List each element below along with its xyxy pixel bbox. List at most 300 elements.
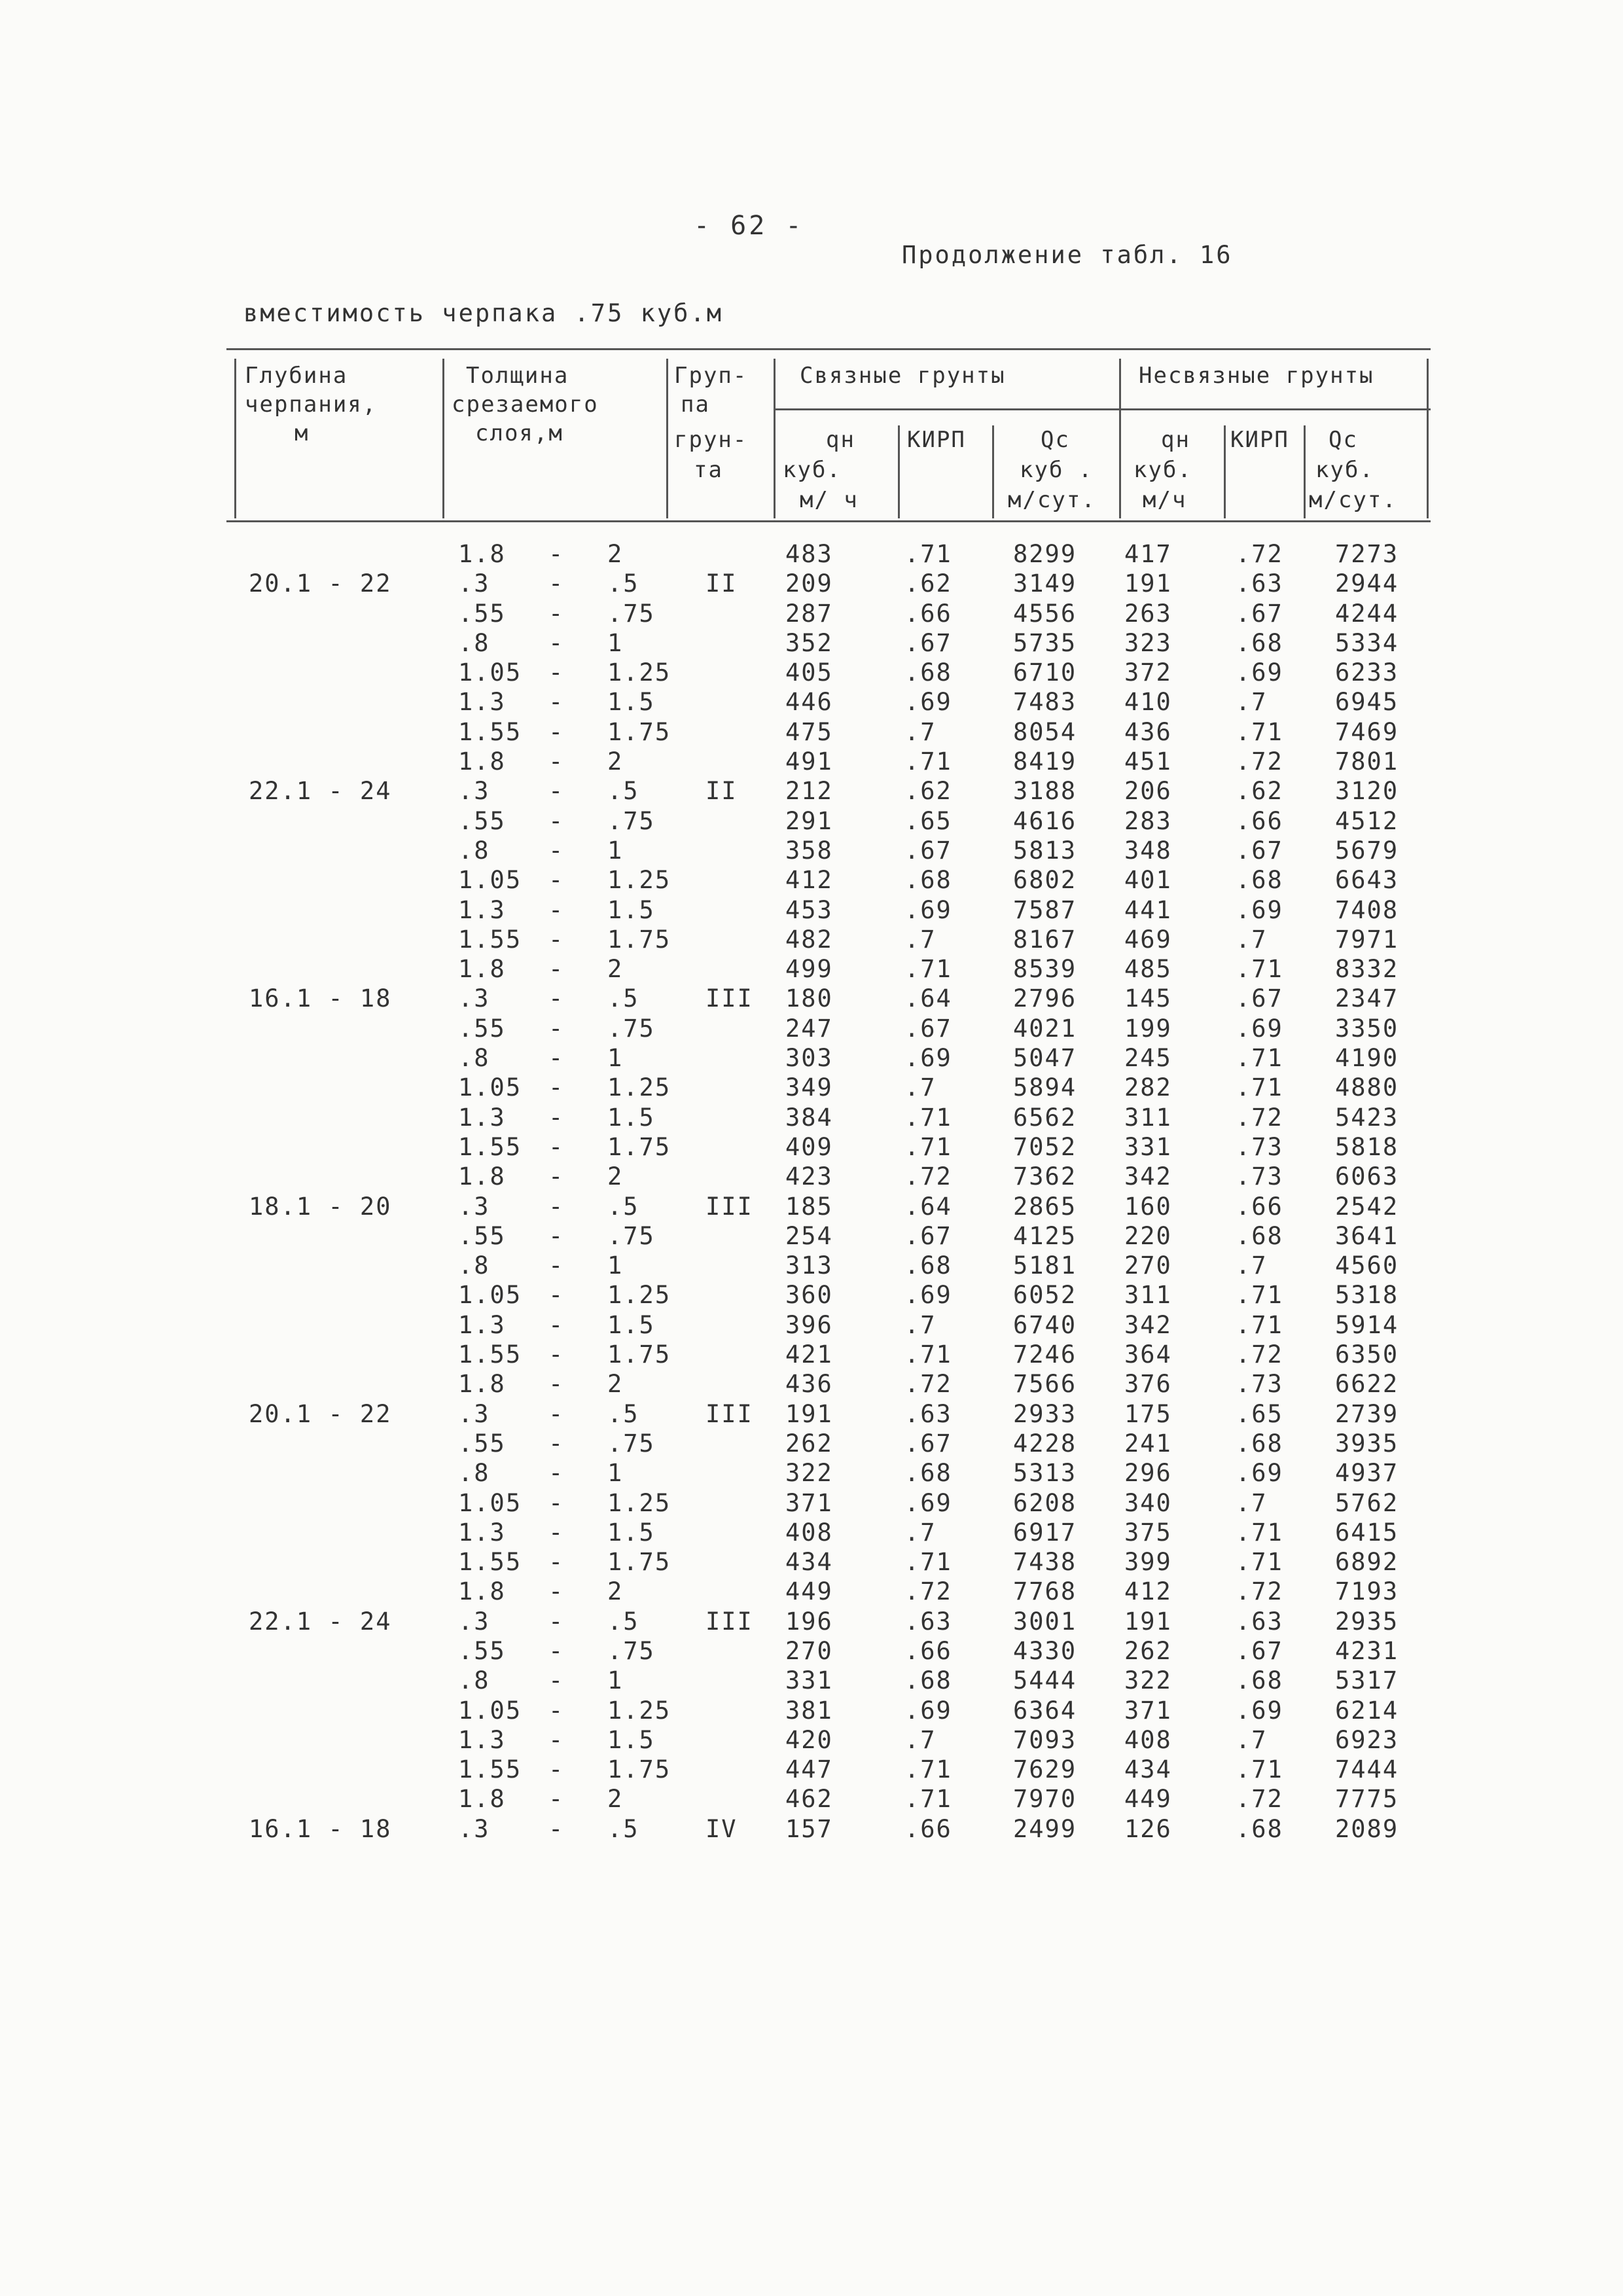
thickness-dash: - (548, 1221, 565, 1250)
thickness-to-cell: 1.5 (607, 1103, 655, 1132)
cohesive-qn-cell: 212 (785, 777, 833, 806)
noncohesive-qc-cell: 4244 (1335, 599, 1399, 628)
thickness-from-cell: .55 (458, 599, 506, 628)
header-qn2-line-1: qн (1161, 427, 1190, 453)
noncohesive-kirp-cell: .65 (1236, 1399, 1283, 1428)
soil-group-cell: III (705, 1192, 753, 1221)
header-divider-kirp (992, 425, 994, 518)
thickness-dash: - (548, 925, 565, 954)
header-group-line-1: Груп- (674, 363, 748, 389)
cohesive-kirp-cell: .71 (904, 1785, 952, 1814)
thickness-dash: - (548, 1073, 565, 1102)
cohesive-qc-cell: 6052 (1013, 1281, 1077, 1310)
cohesive-qc-cell: 4021 (1013, 1014, 1077, 1043)
thickness-from-cell: 1.3 (458, 1725, 506, 1754)
table-row (0, 1310, 1623, 1340)
cohesive-qc-cell: 5735 (1013, 628, 1077, 657)
cohesive-qc-cell: 2499 (1013, 1814, 1077, 1843)
cohesive-kirp-cell: .7 (904, 1310, 936, 1339)
table-row (0, 1132, 1623, 1162)
cohesive-qn-cell: 270 (785, 1636, 833, 1665)
thickness-from-cell: 1.05 (458, 1073, 522, 1102)
noncohesive-qc-cell: 6233 (1335, 658, 1399, 687)
table-continuation-note: Продолжение табл. 16 (902, 241, 1233, 269)
thickness-dash: - (548, 836, 565, 865)
cohesive-qc-cell: 7362 (1013, 1162, 1077, 1191)
cohesive-kirp-cell: .67 (904, 1221, 952, 1250)
table-row (0, 1577, 1623, 1606)
noncohesive-kirp-cell: .72 (1236, 540, 1283, 568)
cohesive-qn-cell: 196 (785, 1607, 833, 1636)
thickness-to-cell: .75 (607, 1636, 655, 1665)
noncohesive-kirp-cell: .72 (1236, 1785, 1283, 1814)
table-row (0, 569, 1623, 598)
cohesive-qn-cell: 405 (785, 658, 833, 687)
cohesive-kirp-cell: .72 (904, 1577, 952, 1606)
depth-cell: 22.1 - 24 (249, 1607, 392, 1636)
thickness-to-cell: .5 (607, 1814, 639, 1843)
noncohesive-kirp-cell: .71 (1236, 1548, 1283, 1577)
noncohesive-kirp-cell: .67 (1236, 1636, 1283, 1665)
noncohesive-qc-cell: 7273 (1335, 540, 1399, 568)
noncohesive-qn-cell: 126 (1124, 1814, 1172, 1843)
thickness-to-cell: 1 (607, 836, 624, 865)
cohesive-qc-cell: 7587 (1013, 895, 1077, 924)
noncohesive-qn-cell: 311 (1124, 1281, 1172, 1310)
cohesive-qn-cell: 247 (785, 1014, 833, 1043)
header-qn-line-1: qн (826, 427, 855, 453)
table-row (0, 687, 1623, 717)
thickness-to-cell: 2 (607, 747, 624, 776)
table-row (0, 1814, 1623, 1844)
noncohesive-qn-cell: 410 (1124, 688, 1172, 717)
cohesive-qc-cell: 7566 (1013, 1370, 1077, 1399)
cohesive-qn-cell: 352 (785, 628, 833, 657)
noncohesive-qn-cell: 375 (1124, 1518, 1172, 1547)
soil-group-cell: II (705, 569, 738, 598)
cohesive-kirp-cell: .69 (904, 1696, 952, 1725)
table-row (0, 895, 1623, 925)
noncohesive-qc-cell: 6214 (1335, 1696, 1399, 1725)
cohesive-qn-cell: 191 (785, 1399, 833, 1428)
noncohesive-qc-cell: 7801 (1335, 747, 1399, 776)
header-border-left (234, 359, 236, 518)
cohesive-qn-cell: 462 (785, 1785, 833, 1814)
thickness-to-cell: 2 (607, 1577, 624, 1606)
noncohesive-kirp-cell: .71 (1236, 955, 1283, 984)
cohesive-qc-cell: 6710 (1013, 658, 1077, 687)
cohesive-qc-cell: 8054 (1013, 717, 1077, 746)
cohesive-qn-cell: 381 (785, 1696, 833, 1725)
header-thickness-line-1: Толщина (466, 363, 569, 389)
page-number: - 62 - (694, 211, 804, 241)
noncohesive-qc-cell: 7775 (1335, 1785, 1399, 1814)
noncohesive-qn-cell: 434 (1124, 1755, 1172, 1784)
thickness-to-cell: 1.75 (607, 1548, 671, 1577)
thickness-from-cell: 1.3 (458, 895, 506, 924)
thickness-dash: - (548, 1281, 565, 1310)
table-row (0, 1518, 1623, 1547)
thickness-from-cell: 1.8 (458, 747, 506, 776)
thickness-from-cell: .8 (458, 1251, 490, 1280)
thickness-dash: - (548, 1696, 565, 1725)
cohesive-qc-cell: 6208 (1013, 1488, 1077, 1517)
table-row (0, 539, 1623, 569)
cohesive-qc-cell: 7093 (1013, 1725, 1077, 1754)
cohesive-qc-cell: 6740 (1013, 1310, 1077, 1339)
noncohesive-qc-cell: 6622 (1335, 1370, 1399, 1399)
thickness-from-cell: 1.8 (458, 1577, 506, 1606)
cohesive-qn-cell: 420 (785, 1725, 833, 1754)
thickness-from-cell: .3 (458, 984, 490, 1013)
header-qc-line-2: куб . (1020, 457, 1094, 483)
table-row (0, 1192, 1623, 1221)
noncohesive-qc-cell: 3641 (1335, 1221, 1399, 1250)
thickness-dash: - (548, 866, 565, 895)
cohesive-kirp-cell: .7 (904, 1073, 936, 1102)
table-row (0, 628, 1623, 658)
thickness-dash: - (548, 1251, 565, 1280)
cohesive-qc-cell: 4556 (1013, 599, 1077, 628)
cohesive-qc-cell: 7970 (1013, 1785, 1077, 1814)
thickness-dash: - (548, 688, 565, 717)
cohesive-qn-cell: 254 (785, 1221, 833, 1250)
thickness-dash: - (548, 1340, 565, 1369)
noncohesive-qn-cell: 485 (1124, 955, 1172, 984)
thickness-from-cell: 1.05 (458, 1281, 522, 1310)
cohesive-qn-cell: 209 (785, 569, 833, 598)
thickness-from-cell: 1.8 (458, 955, 506, 984)
cohesive-kirp-cell: .71 (904, 1103, 952, 1132)
noncohesive-qc-cell: 6350 (1335, 1340, 1399, 1369)
thickness-to-cell: 1 (607, 1251, 624, 1280)
noncohesive-qn-cell: 263 (1124, 599, 1172, 628)
table-row (0, 1369, 1623, 1399)
noncohesive-qn-cell: 283 (1124, 806, 1172, 835)
noncohesive-kirp-cell: .68 (1236, 628, 1283, 657)
table-row (0, 1251, 1623, 1280)
table-row (0, 836, 1623, 865)
noncohesive-qc-cell: 5318 (1335, 1281, 1399, 1310)
cohesive-kirp-cell: .68 (904, 1459, 952, 1488)
cohesive-qc-cell: 6364 (1013, 1696, 1077, 1725)
thickness-dash: - (548, 1518, 565, 1547)
thickness-dash: - (548, 1310, 565, 1339)
noncohesive-qn-cell: 311 (1124, 1103, 1172, 1132)
thickness-to-cell: .75 (607, 1429, 655, 1458)
thickness-to-cell: 1 (607, 628, 624, 657)
noncohesive-qc-cell: 4560 (1335, 1251, 1399, 1280)
table-row (0, 1607, 1623, 1636)
cohesive-kirp-cell: .71 (904, 540, 952, 568)
noncohesive-qn-cell: 270 (1124, 1251, 1172, 1280)
thickness-to-cell: 2 (607, 1785, 624, 1814)
thickness-dash: - (548, 1399, 565, 1428)
noncohesive-qn-cell: 469 (1124, 925, 1172, 954)
header-divider-cohesive (1119, 359, 1121, 518)
thickness-to-cell: 1.5 (607, 1310, 655, 1339)
thickness-dash: - (548, 1044, 565, 1073)
depth-cell: 20.1 - 22 (249, 569, 392, 598)
thickness-from-cell: 1.55 (458, 925, 522, 954)
thickness-from-cell: 1.55 (458, 717, 522, 746)
cohesive-kirp-cell: .66 (904, 599, 952, 628)
cohesive-kirp-cell: .62 (904, 777, 952, 806)
thickness-dash: - (548, 1459, 565, 1488)
depth-cell: 16.1 - 18 (249, 984, 392, 1013)
noncohesive-qn-cell: 412 (1124, 1577, 1172, 1606)
cohesive-qc-cell: 6917 (1013, 1518, 1077, 1547)
noncohesive-qc-cell: 2739 (1335, 1399, 1399, 1428)
table-row (0, 1696, 1623, 1725)
noncohesive-kirp-cell: .71 (1236, 1310, 1283, 1339)
cohesive-kirp-cell: .67 (904, 836, 952, 865)
thickness-to-cell: .75 (607, 599, 655, 628)
noncohesive-qn-cell: 401 (1124, 866, 1172, 895)
noncohesive-qc-cell: 7469 (1335, 717, 1399, 746)
header-divider-qn2 (1224, 425, 1226, 518)
noncohesive-kirp-cell: .72 (1236, 747, 1283, 776)
thickness-from-cell: 1.05 (458, 866, 522, 895)
thickness-to-cell: 2 (607, 955, 624, 984)
thickness-dash: - (548, 1370, 565, 1399)
thickness-from-cell: .55 (458, 1636, 506, 1665)
cohesive-qn-cell: 421 (785, 1340, 833, 1369)
header-depth-line-1: Глубина (245, 363, 348, 389)
cohesive-qn-cell: 157 (785, 1814, 833, 1843)
thickness-from-cell: .8 (458, 1459, 490, 1488)
table-body (0, 539, 1623, 1844)
cohesive-qc-cell: 8167 (1013, 925, 1077, 954)
cohesive-kirp-cell: .68 (904, 1666, 952, 1695)
cohesive-qc-cell: 5047 (1013, 1044, 1077, 1073)
cohesive-qn-cell: 322 (785, 1459, 833, 1488)
cohesive-kirp-cell: .71 (904, 747, 952, 776)
thickness-from-cell: .8 (458, 836, 490, 865)
thickness-from-cell: .55 (458, 806, 506, 835)
header-top-rule (226, 348, 1431, 350)
cohesive-qc-cell: 3001 (1013, 1607, 1077, 1636)
noncohesive-kirp-cell: .67 (1236, 836, 1283, 865)
noncohesive-qn-cell: 436 (1124, 717, 1172, 746)
header-qc2-line-3: м/сут. (1309, 487, 1397, 513)
header-thickness-line-2: срезаемого (452, 391, 599, 418)
thickness-dash: - (548, 1103, 565, 1132)
thickness-from-cell: .8 (458, 1044, 490, 1073)
thickness-from-cell: 1.8 (458, 1370, 506, 1399)
noncohesive-qc-cell: 3350 (1335, 1014, 1399, 1043)
table-row (0, 1755, 1623, 1784)
table-row (0, 1043, 1623, 1073)
cohesive-qn-cell: 409 (785, 1132, 833, 1161)
thickness-from-cell: 1.3 (458, 1310, 506, 1339)
table-row (0, 658, 1623, 687)
noncohesive-qn-cell: 417 (1124, 540, 1172, 568)
thickness-to-cell: .5 (607, 984, 639, 1013)
noncohesive-kirp-cell: .62 (1236, 777, 1283, 806)
thickness-from-cell: 1.3 (458, 1518, 506, 1547)
cohesive-qc-cell: 6802 (1013, 866, 1077, 895)
cohesive-qn-cell: 358 (785, 836, 833, 865)
cohesive-qn-cell: 453 (785, 895, 833, 924)
thickness-to-cell: 1.5 (607, 1725, 655, 1754)
cohesive-qc-cell: 2865 (1013, 1192, 1077, 1221)
thickness-to-cell: .75 (607, 806, 655, 835)
table-row (0, 1103, 1623, 1132)
thickness-from-cell: .3 (458, 1399, 490, 1428)
cohesive-qc-cell: 5444 (1013, 1666, 1077, 1695)
table-row (0, 984, 1623, 1013)
noncohesive-kirp-cell: .66 (1236, 806, 1283, 835)
thickness-from-cell: 1.8 (458, 1785, 506, 1814)
table-row (0, 954, 1623, 984)
table-row (0, 1340, 1623, 1369)
thickness-from-cell: 1.55 (458, 1755, 522, 1784)
noncohesive-kirp-cell: .73 (1236, 1162, 1283, 1191)
cohesive-kirp-cell: .71 (904, 1132, 952, 1161)
noncohesive-qn-cell: 220 (1124, 1221, 1172, 1250)
cohesive-kirp-cell: .7 (904, 925, 936, 954)
noncohesive-kirp-cell: .7 (1236, 1488, 1268, 1517)
noncohesive-kirp-cell: .67 (1236, 984, 1283, 1013)
noncohesive-kirp-cell: .68 (1236, 1429, 1283, 1458)
noncohesive-qn-cell: 342 (1124, 1162, 1172, 1191)
thickness-from-cell: .8 (458, 1666, 490, 1695)
header-thickness-line-3: слоя,м (475, 420, 563, 446)
cohesive-qn-cell: 303 (785, 1044, 833, 1073)
thickness-dash: - (548, 1488, 565, 1517)
cohesive-qc-cell: 8539 (1013, 955, 1077, 984)
table-row (0, 1162, 1623, 1191)
thickness-to-cell: 1.75 (607, 1755, 671, 1784)
noncohesive-qc-cell: 4231 (1335, 1636, 1399, 1665)
noncohesive-kirp-cell: .71 (1236, 717, 1283, 746)
header-divider-kirp2 (1304, 425, 1306, 518)
cohesive-qc-cell: 7629 (1013, 1755, 1077, 1784)
thickness-from-cell: 1.55 (458, 1132, 522, 1161)
thickness-from-cell: .55 (458, 1014, 506, 1043)
cohesive-qn-cell: 446 (785, 688, 833, 717)
thickness-from-cell: .8 (458, 628, 490, 657)
noncohesive-qn-cell: 348 (1124, 836, 1172, 865)
cohesive-kirp-cell: .62 (904, 569, 952, 598)
noncohesive-qn-cell: 241 (1124, 1429, 1172, 1458)
header-kirp2: КИРП (1230, 427, 1289, 453)
noncohesive-qc-cell: 3120 (1335, 777, 1399, 806)
noncohesive-kirp-cell: .68 (1236, 1814, 1283, 1843)
noncohesive-kirp-cell: .69 (1236, 1696, 1283, 1725)
cohesive-qn-cell: 384 (785, 1103, 833, 1132)
cohesive-kirp-cell: .7 (904, 1725, 936, 1754)
header-bottom-rule (226, 520, 1431, 522)
table-row (0, 1666, 1623, 1695)
noncohesive-kirp-cell: .71 (1236, 1755, 1283, 1784)
thickness-from-cell: 1.55 (458, 1548, 522, 1577)
depth-cell: 16.1 - 18 (249, 1814, 392, 1843)
cohesive-qn-cell: 483 (785, 540, 833, 568)
header-qn-line-3: м/ ч (800, 487, 859, 513)
thickness-dash: - (548, 1755, 565, 1784)
thickness-to-cell: 1 (607, 1459, 624, 1488)
cohesive-kirp-cell: .65 (904, 806, 952, 835)
cohesive-kirp-cell: .69 (904, 1281, 952, 1310)
noncohesive-qc-cell: 4880 (1335, 1073, 1399, 1102)
noncohesive-qc-cell: 8332 (1335, 955, 1399, 984)
noncohesive-qn-cell: 322 (1124, 1666, 1172, 1695)
thickness-to-cell: 1.5 (607, 895, 655, 924)
noncohesive-qn-cell: 160 (1124, 1192, 1172, 1221)
cohesive-kirp-cell: .71 (904, 1548, 952, 1577)
cohesive-kirp-cell: .68 (904, 866, 952, 895)
noncohesive-kirp-cell: .71 (1236, 1281, 1283, 1310)
thickness-from-cell: .3 (458, 569, 490, 598)
cohesive-kirp-cell: .64 (904, 984, 952, 1013)
noncohesive-kirp-cell: .69 (1236, 1459, 1283, 1488)
thickness-dash: - (548, 569, 565, 598)
cohesive-kirp-cell: .68 (904, 1251, 952, 1280)
noncohesive-qc-cell: 5334 (1335, 628, 1399, 657)
header-divider-group (774, 359, 776, 518)
noncohesive-qn-cell: 262 (1124, 1636, 1172, 1665)
thickness-to-cell: .5 (607, 1399, 639, 1428)
thickness-dash: - (548, 1577, 565, 1606)
noncohesive-kirp-cell: .72 (1236, 1577, 1283, 1606)
noncohesive-qc-cell: 5317 (1335, 1666, 1399, 1695)
thickness-from-cell: 1.8 (458, 540, 506, 568)
thickness-to-cell: 2 (607, 540, 624, 568)
header-divider-qn (898, 425, 900, 518)
noncohesive-qc-cell: 7971 (1335, 925, 1399, 954)
thickness-dash: - (548, 540, 565, 568)
noncohesive-qc-cell: 2944 (1335, 569, 1399, 598)
thickness-dash: - (548, 747, 565, 776)
noncohesive-qn-cell: 399 (1124, 1548, 1172, 1577)
thickness-dash: - (548, 1162, 565, 1191)
noncohesive-kirp-cell: .7 (1236, 1725, 1268, 1754)
noncohesive-kirp-cell: .71 (1236, 1518, 1283, 1547)
noncohesive-qn-cell: 245 (1124, 1044, 1172, 1073)
header-group-line-4: та (694, 457, 723, 483)
cohesive-kirp-cell: .71 (904, 955, 952, 984)
table-row (0, 776, 1623, 806)
noncohesive-qc-cell: 5762 (1335, 1488, 1399, 1517)
header-border-right (1427, 359, 1429, 518)
noncohesive-qc-cell: 3935 (1335, 1429, 1399, 1458)
thickness-dash: - (548, 806, 565, 835)
header-qc-line-3: м/сут. (1008, 487, 1096, 513)
thickness-dash: - (548, 1725, 565, 1754)
thickness-from-cell: .55 (458, 1429, 506, 1458)
cohesive-qc-cell: 6562 (1013, 1103, 1077, 1132)
thickness-dash: - (548, 717, 565, 746)
cohesive-kirp-cell: .7 (904, 717, 936, 746)
thickness-to-cell: 1.25 (607, 1281, 671, 1310)
thickness-from-cell: .3 (458, 1607, 490, 1636)
thickness-to-cell: .75 (607, 1014, 655, 1043)
noncohesive-qc-cell: 6063 (1335, 1162, 1399, 1191)
table-row (0, 717, 1623, 747)
thickness-from-cell: 1.55 (458, 1340, 522, 1369)
noncohesive-qc-cell: 2347 (1335, 984, 1399, 1013)
cohesive-kirp-cell: .69 (904, 895, 952, 924)
noncohesive-qc-cell: 6643 (1335, 866, 1399, 895)
thickness-to-cell: 1 (607, 1666, 624, 1695)
cohesive-qc-cell: 8419 (1013, 747, 1077, 776)
noncohesive-kirp-cell: .71 (1236, 1044, 1283, 1073)
thickness-from-cell: 1.8 (458, 1162, 506, 1191)
header-group-line-3: грун- (674, 427, 748, 453)
thickness-to-cell: 1.25 (607, 1488, 671, 1517)
